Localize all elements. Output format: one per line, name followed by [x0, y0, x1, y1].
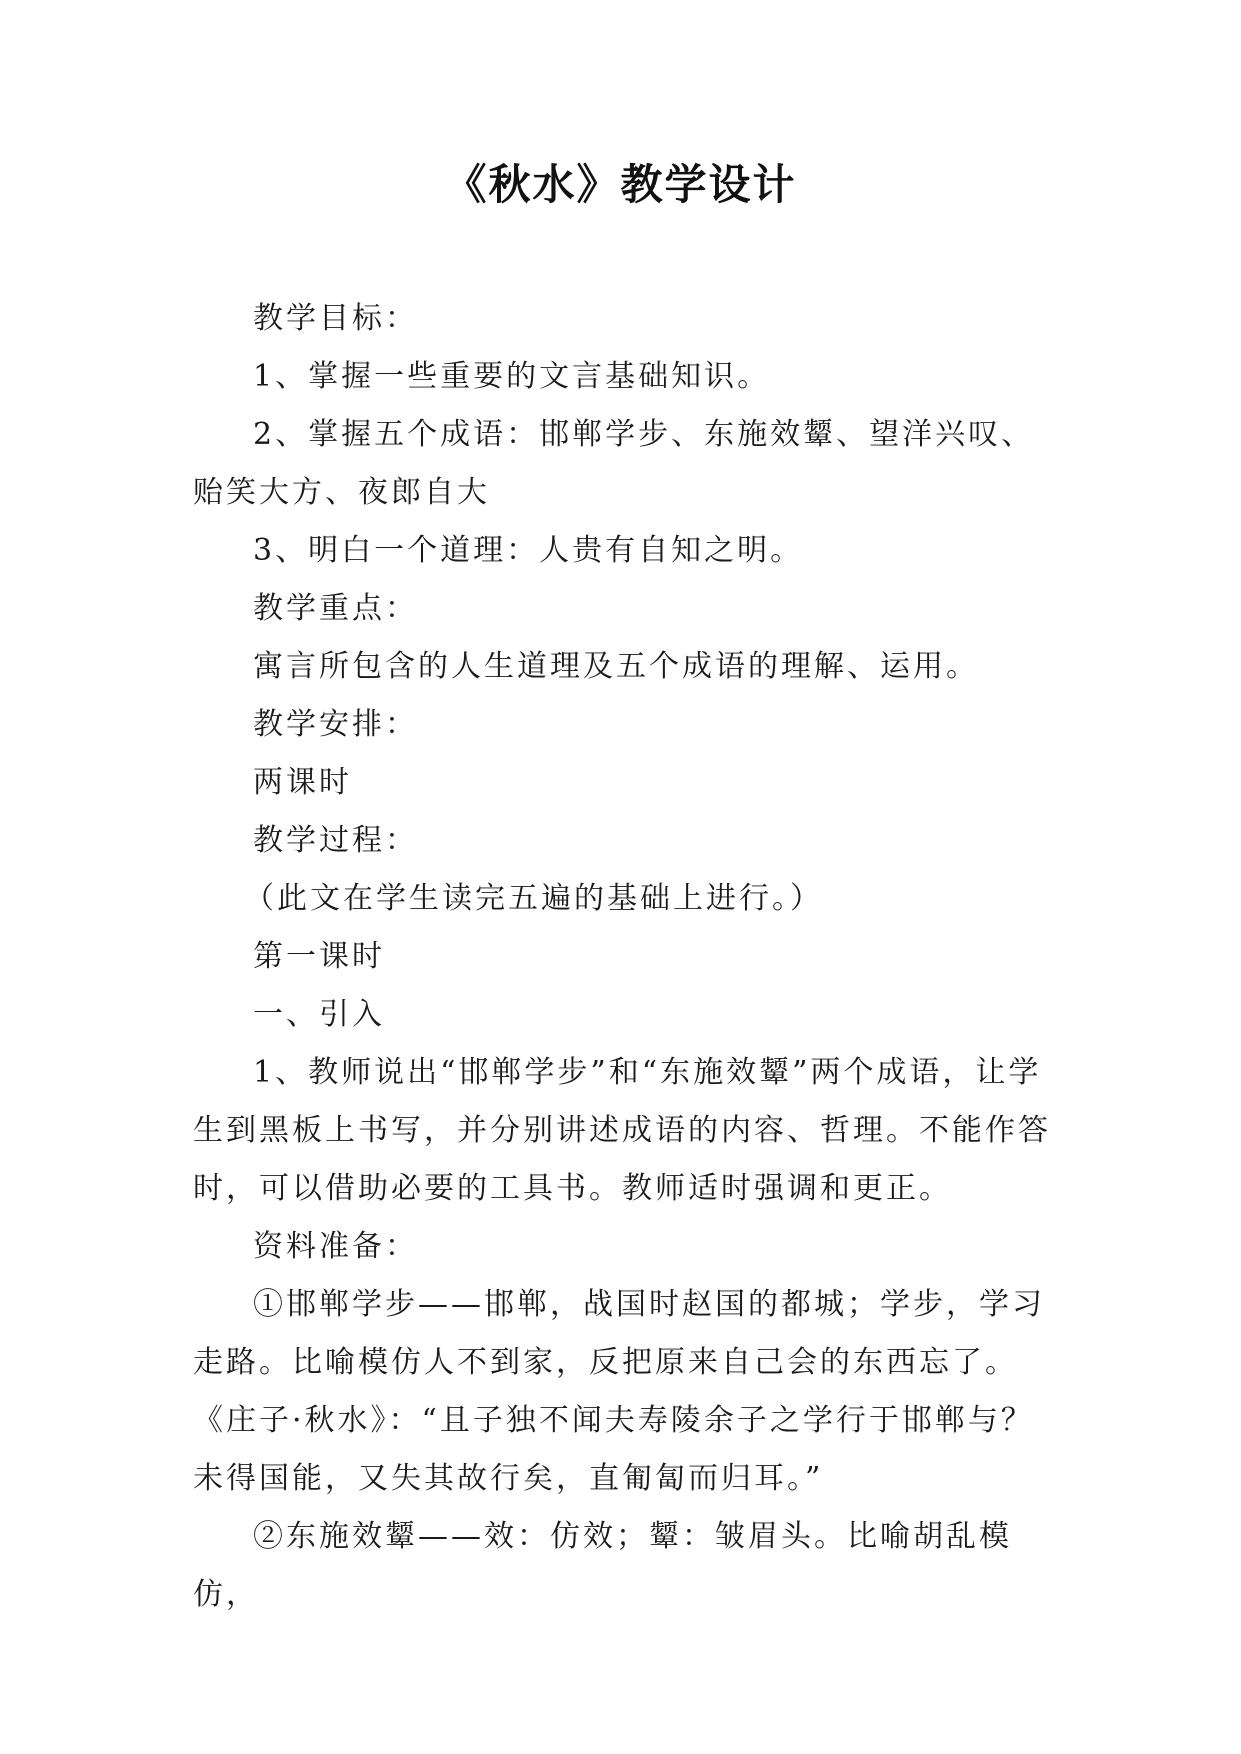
document-body: [193, 290, 1051, 1624]
paragraph-materials-heading: 资料准备：: [253, 1229, 418, 1264]
paragraph-schedule-heading: 教学安排：: [253, 707, 418, 742]
paragraph-goal-2: 2、掌握五个成语：邯郸学步、东施效颦、望洋兴叹、贻笑大方、夜郎自大: [193, 417, 1035, 510]
paragraph-focus-text: 寓言所包含的人生道理及五个成语的理解、运用。: [253, 649, 979, 684]
paragraph-goal-1: 1、掌握一些重要的文言基础知识。: [253, 359, 771, 394]
paragraph-intro-heading: 一、引入: [253, 997, 385, 1032]
paragraph-lesson-one: 第一课时: [253, 939, 385, 974]
paragraph-process-note: （此文在学生读完五遍的基础上进行。）: [244, 881, 823, 916]
paragraph-schedule-text: 两课时: [253, 765, 352, 800]
paragraph-process-heading: 教学过程：: [253, 823, 418, 858]
paragraph-material-2: ②东施效颦——效：仿效；颦：皱眉头。比喻胡乱模仿，: [193, 1519, 1012, 1612]
document-title: 《秋水》教学设计: [444, 160, 797, 209]
paragraph-goal-3: 3、明白一个道理：人贵有自知之明。: [253, 533, 804, 568]
paragraph-goals-heading: 教学目标：: [253, 301, 418, 336]
paragraph-intro-step-1: 1、教师说出“邯郸学步”和“东施效颦”两个成语，让学生到黑板上书写，并分别讲述成语的内容、哲理。不能作答时，可以借助必要的工具书。教师适时强调和更正。: [193, 1055, 1051, 1206]
paragraph-focus-heading: 教学重点：: [253, 591, 418, 626]
paragraph-material-1: ①邯郸学步——邯郸，战国时赵国的都城；学步，学习走路。比喻模仿人不到家，反把原来自己会的东西忘了。《庄子·秋水》：“且子独不闻夫寿陵余子之学行于邯郸与？未得国能，又失其故行矣，直匍匐而归耳。”: [193, 1287, 1045, 1496]
